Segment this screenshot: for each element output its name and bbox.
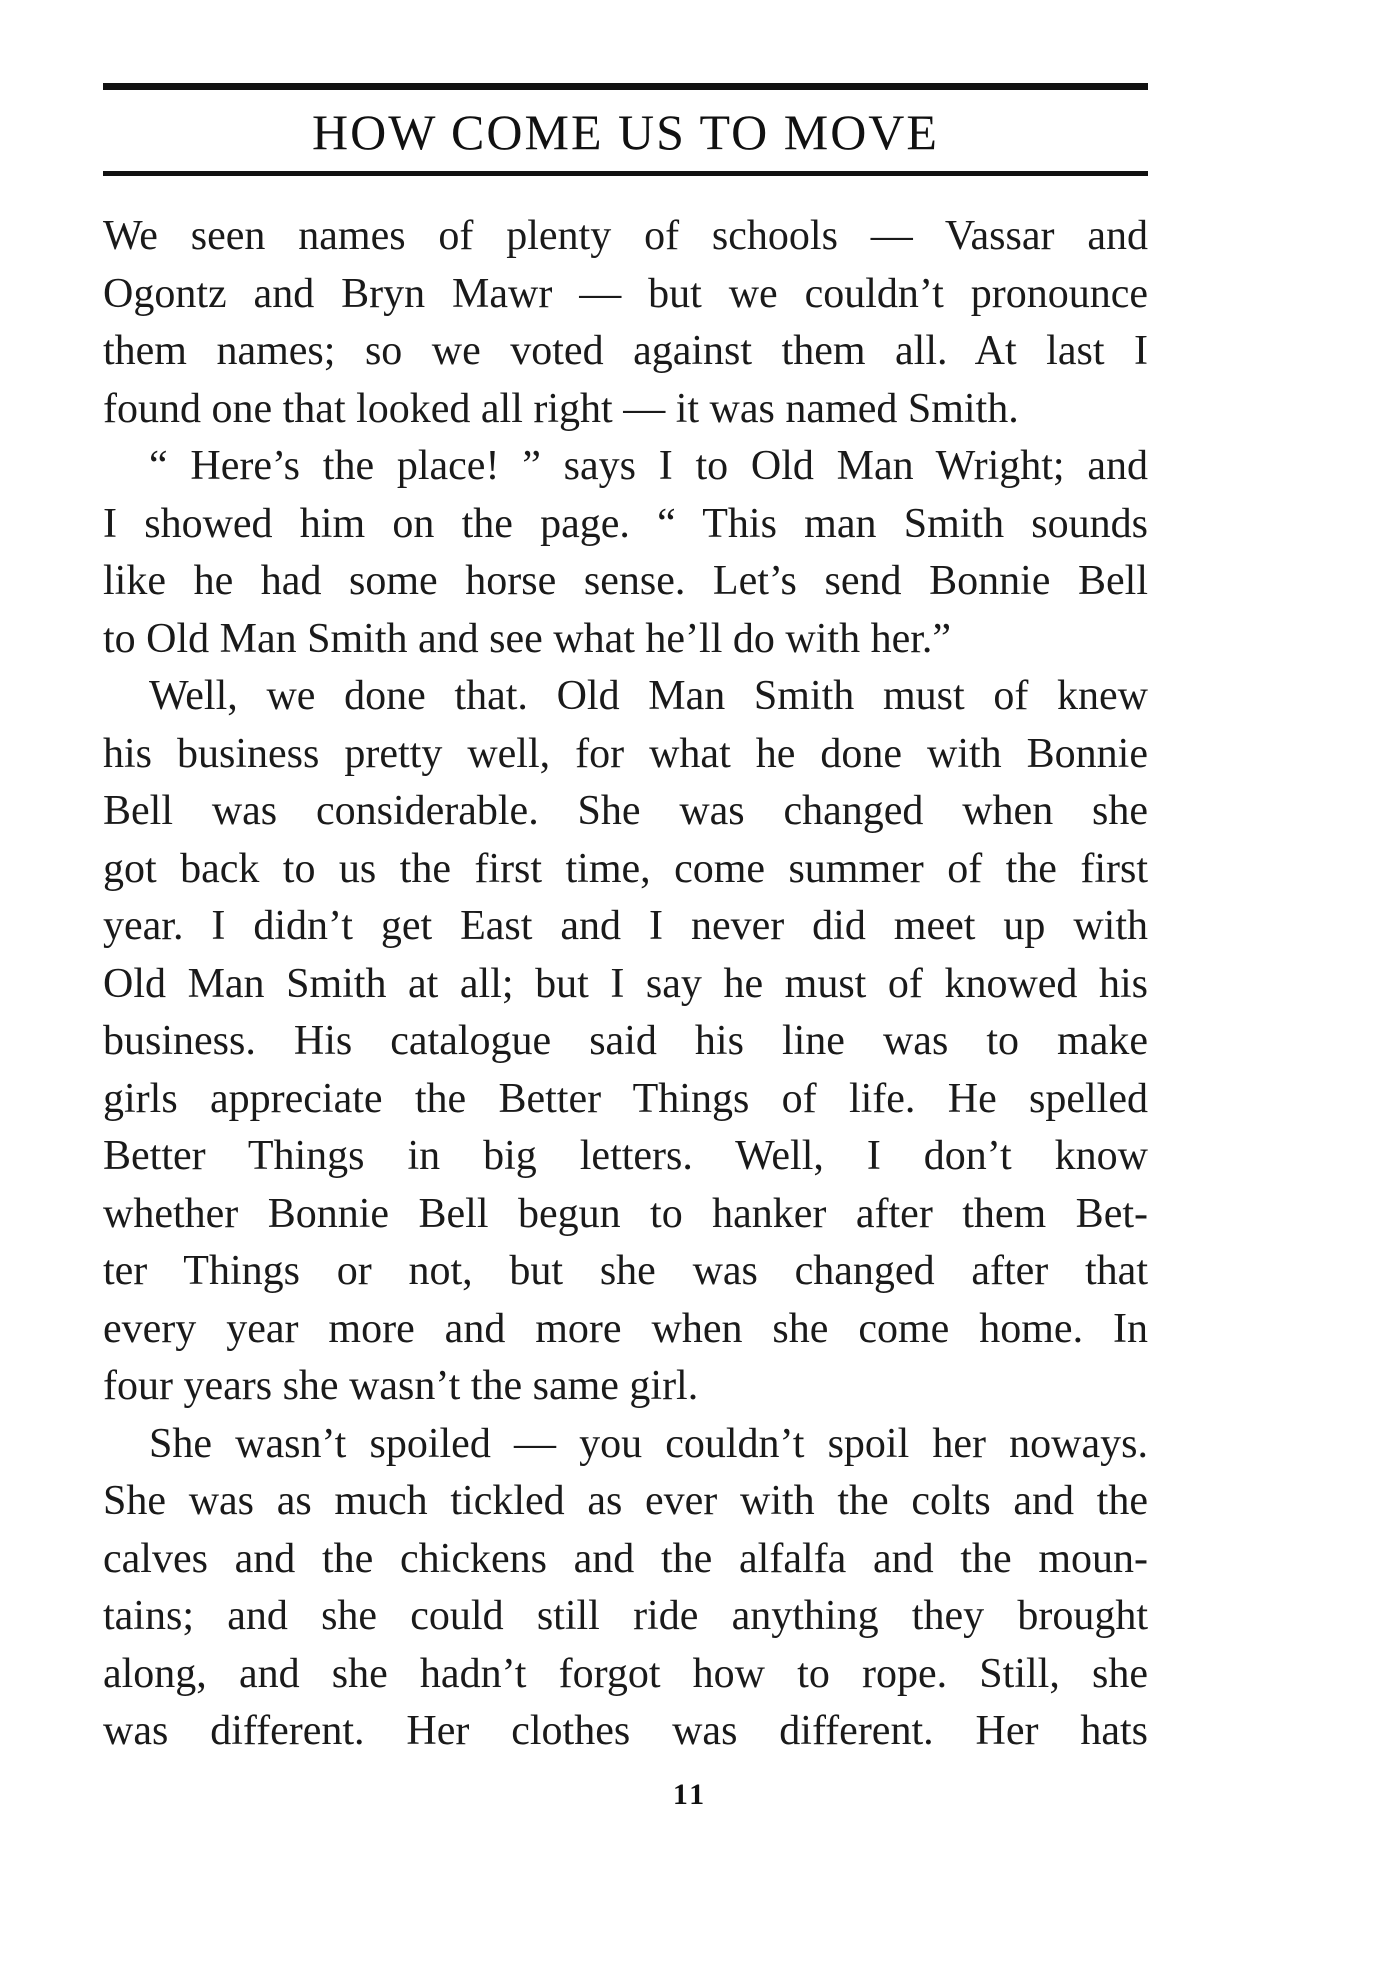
text-line: Better Things in big letters. Well, I don’t know	[103, 1133, 1148, 1179]
text-line: found one that looked all right — it was named Smith.	[103, 385, 1019, 432]
text-line: She was as much tickled as ever with the colts and the	[103, 1478, 1148, 1524]
running-title: HOW COME US TO MOVE	[312, 104, 939, 160]
text-line: like he had some horse sense. Let’s send Bonnie Bell	[103, 558, 1148, 604]
text-line: his business pretty well, for what he done with Bonnie	[103, 730, 1148, 777]
body-text	[103, 208, 1148, 1761]
text-line: She wasn’t spoiled — you couldn’t spoil her noways.	[149, 1420, 1148, 1467]
text-line: got back to us the first time, come summer of the first	[103, 845, 1148, 892]
text-line: Well, we done that. Old Man Smith must of knew	[149, 673, 1148, 719]
text-line: along, and she hadn’t forgot how to rope. Still, she	[103, 1650, 1148, 1697]
text-line: Bell was considerable. She was changed when she	[103, 788, 1148, 834]
text-line: Old Man Smith at all; but I say he must of knowed his	[103, 960, 1148, 1007]
text-line: I showed him on the page. “ This man Smith sounds	[103, 500, 1148, 547]
page-number: 11	[672, 1778, 708, 1811]
text-line: We seen names of plenty of schools — Vassar and	[103, 213, 1148, 259]
text-line: calves and the chickens and the alfalfa and the moun-	[103, 1535, 1148, 1582]
text-line: “ Here’s the place! ” says I to Old Man Wright; and	[149, 443, 1148, 489]
text-line: to Old Man Smith and see what he’ll do with her.”	[103, 615, 952, 662]
text-line: whether Bonnie Bell begun to hanker after them Bet-	[103, 1190, 1148, 1237]
text-line: girls appreciate the Better Things of life. He spelled	[103, 1075, 1148, 1122]
text-line: business. His catalogue said his line was to make	[103, 1018, 1148, 1064]
header-rule-bottom	[103, 171, 1148, 176]
text-line: was different. Her clothes was different. Her hats	[103, 1708, 1148, 1754]
text-line: every year more and more when she come home. In	[103, 1305, 1148, 1352]
text-line: Ogontz and Bryn Mawr — but we couldn’t pronounce	[103, 270, 1148, 317]
text-line: them names; so we voted against them all. At last I	[103, 328, 1148, 374]
text-line: ter Things or not, but she was changed after that	[103, 1248, 1148, 1294]
header-rule-top	[103, 83, 1148, 90]
text-line: four years she wasn’t the same girl.	[103, 1363, 699, 1409]
text-line: year. I didn’t get East and I never did meet up with	[103, 903, 1148, 949]
text-line: tains; and she could still ride anything they brought	[103, 1593, 1148, 1639]
